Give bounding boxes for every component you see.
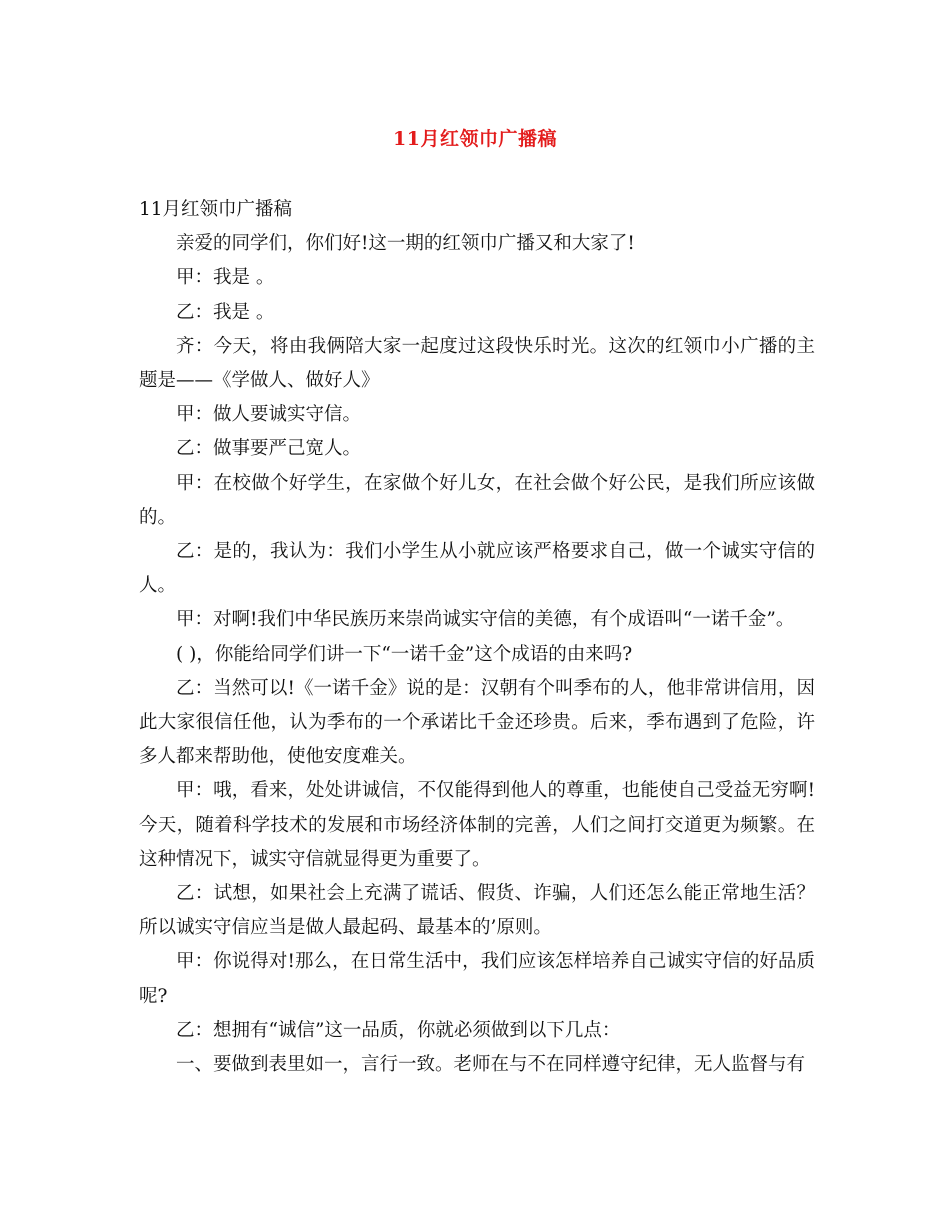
paragraph: 乙：做事要严己宽人。 — [176, 438, 362, 460]
paragraph: 一、要做到表里如一，言行一致。老师在与不在同样遵守纪律，无人监督与有 — [176, 1054, 806, 1076]
paragraph: 乙：试想，如果社会上充满了谎话、假货、诈骗，人们还怎么能正常地生活？所以诚实守信应当是做人最起码、最基本的’原则。 — [139, 883, 815, 939]
paragraph: 11月红领巾广播稿 — [139, 199, 293, 220]
paragraph: 乙：是的，我认为：我们小学生从小就应该严格要求自己，做一个诚实守信的人。 — [139, 541, 815, 597]
document-title: 11月红领巾广播稿 — [393, 128, 557, 150]
paragraph: 甲：哦，看来，处处讲诚信，不仅能得到他人的尊重，也能使自己受益无穷啊!今天，随着科学技术的发展和市场经济体制的完善，人们之间打交道更为频繁。在这种情况下，诚实守信就显得更为重要了。 — [139, 780, 815, 870]
paragraph: 甲：我是 。 — [176, 267, 275, 289]
paragraph: 甲：在校做个好学生，在家做个好儿女，在社会做个好公民，是我们所应该做的。 — [139, 472, 815, 528]
document-body — [139, 193, 815, 1082]
paragraph: ( )，你能给同学们讲一下“一诺千金”这个成语的由来吗? — [176, 643, 633, 665]
paragraph: 亲爱的同学们，你们好!这一期的红领巾广播又和大家了! — [176, 233, 635, 255]
paragraph: 甲：做人要诚实守信。 — [176, 404, 362, 426]
paragraph: 甲：对啊!我们中华民族历来崇尚诚实守信的美德，有个成语叫“一诺千金”。 — [176, 609, 795, 631]
paragraph: 齐：今天，将由我俩陪大家一起度过这段快乐时光。这次的红领巾小广播的主题是——《学做人、做好人》 — [139, 335, 815, 392]
paragraph: 乙：我是 。 — [176, 301, 275, 323]
paragraph: 乙：当然可以!《一诺千金》说的是：汉朝有个叫季布的人，他非常讲信用，因此大家很信任他，认为季布的一个承诺比千金还珍贵。后来，季布遇到了危险，许多人都来帮助他，使他安度难关。 — [139, 677, 815, 768]
paragraph: 乙：想拥有“诚信”这一品质，你就必须做到以下几点： — [176, 1019, 621, 1041]
paragraph: 甲：你说得对!那么，在日常生活中，我们应该怎样培养自己诚实守信的好品质呢? — [139, 951, 815, 1007]
